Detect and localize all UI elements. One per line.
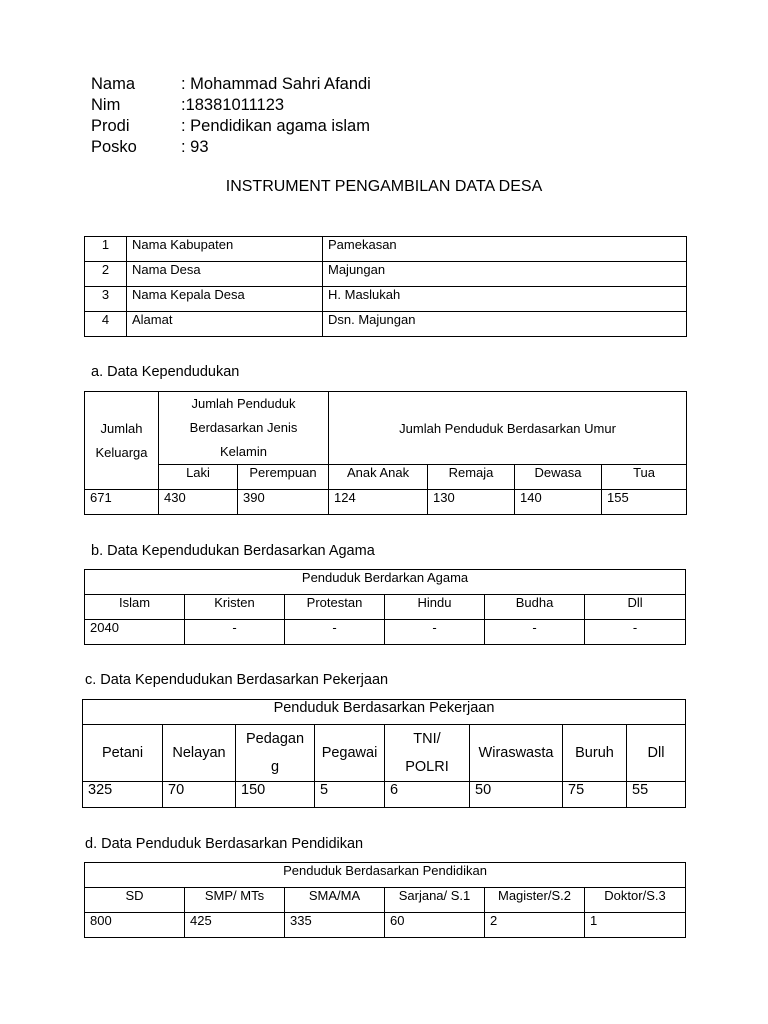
header-tua: Tua: [602, 465, 687, 490]
header-wiraswasta: Wiraswasta: [470, 725, 563, 782]
label-prodi: Prodi: [91, 117, 130, 135]
table-row: [85, 237, 687, 262]
header-remaja: Remaja: [428, 465, 515, 490]
kk-header-line: Jumlah: [100, 420, 143, 436]
gender-header-line: Berdasarkan Jenis: [189, 420, 298, 435]
table-row: [85, 913, 686, 938]
field-value: Dsn. Majungan: [323, 312, 687, 337]
label-posko: Posko: [91, 138, 137, 156]
value-pedagang: 150: [236, 782, 315, 808]
header-laki: Laki: [159, 465, 238, 490]
table-row: [85, 262, 687, 287]
header-sarjana: Sarjana/ S.1: [385, 888, 485, 913]
section-b-heading: b. Data Kependudukan Berdasarkan Agama: [91, 543, 375, 559]
gender-header-line: Jumlah Penduduk: [191, 396, 296, 411]
table-row: [85, 490, 687, 515]
table-row: [85, 620, 686, 645]
value-wiraswasta: 50: [470, 782, 563, 808]
kk-header: [85, 392, 159, 490]
header-dll: Dll: [627, 725, 686, 782]
table-header-row: [85, 595, 686, 620]
value-nelayan: 70: [163, 782, 236, 808]
row-number: 1: [85, 237, 127, 262]
value-dewasa: 140: [515, 490, 602, 515]
header-anak: Anak Anak: [329, 465, 428, 490]
table-caption-row: [85, 863, 686, 888]
header-islam: Islam: [85, 595, 185, 620]
section-a-heading: a. Data Kependudukan: [91, 364, 240, 380]
identity-block: [91, 74, 491, 158]
header-buruh: Buruh: [563, 725, 627, 782]
value-prodi: : Pendidikan agama islam: [181, 117, 370, 135]
table-subheader-row: [85, 465, 687, 490]
occupation-caption: Penduduk Berdasarkan Pekerjaan: [83, 700, 686, 725]
value-protestan: -: [285, 620, 385, 645]
education-caption: Penduduk Berdasarkan Pendidikan: [85, 863, 686, 888]
label-nama: Nama: [91, 75, 136, 93]
value-magister: 2: [485, 913, 585, 938]
kk-header-line: Keluarga: [95, 444, 148, 460]
value-anak: 124: [329, 490, 428, 515]
section-c-heading: c. Data Kependudukan Berdasarkan Pekerjaan: [85, 672, 389, 688]
document-title: INSTRUMENT PENGAMBILAN DATA DESA: [225, 178, 543, 195]
table-header-row: [83, 725, 686, 782]
value-remaja: 130: [428, 490, 515, 515]
header-pegawai: Pegawai: [315, 725, 385, 782]
religion-table: [84, 569, 686, 645]
header-smp: SMP/ MTs: [185, 888, 285, 913]
value-nama: : Mohammad Sahri Afandi: [181, 75, 371, 93]
education-table: [84, 862, 686, 938]
table-row: [83, 782, 686, 808]
header-magister: Magister/S.2: [485, 888, 585, 913]
row-number: 2: [85, 262, 127, 287]
value-kk: 671: [85, 490, 159, 515]
header-nelayan: Nelayan: [163, 725, 236, 782]
field-value: Pamekasan: [323, 237, 687, 262]
value-perempuan: 390: [238, 490, 329, 515]
value-laki: 430: [159, 490, 238, 515]
value-dll: 55: [627, 782, 686, 808]
header-budha: Budha: [485, 595, 585, 620]
header-pedagang: Pedagan g: [236, 725, 315, 782]
value-sma: 335: [285, 913, 385, 938]
value-sarjana: 60: [385, 913, 485, 938]
occupation-table: [82, 699, 686, 808]
village-info-table: [84, 236, 687, 337]
header-dll: Dll: [585, 595, 686, 620]
header-petani: Petani: [83, 725, 163, 782]
value-nim: :18381011123: [181, 96, 285, 114]
value-posko: : 93: [181, 138, 209, 156]
label-nim: Nim: [91, 96, 121, 114]
value-sd: 800: [85, 913, 185, 938]
field-value: Majungan: [323, 262, 687, 287]
header-hindu: Hindu: [385, 595, 485, 620]
value-budha: -: [485, 620, 585, 645]
table-header-row: [85, 392, 687, 465]
gender-header-line: Kelamin: [220, 444, 267, 459]
population-table: [84, 391, 687, 515]
gender-header: [159, 392, 329, 465]
value-buruh: 75: [563, 782, 627, 808]
religion-caption: Penduduk Berdarkan Agama: [85, 570, 686, 595]
value-petani: 325: [83, 782, 163, 808]
field-name: Nama Desa: [127, 262, 323, 287]
section-d-heading: d. Data Penduduk Berdasarkan Pendidikan: [85, 836, 364, 852]
table-caption-row: [83, 700, 686, 725]
table-header-row: [85, 888, 686, 913]
table-row: [85, 312, 687, 337]
table-row: [85, 287, 687, 312]
value-hindu: -: [385, 620, 485, 645]
value-doktor: 1: [585, 913, 686, 938]
header-dewasa: Dewasa: [515, 465, 602, 490]
value-pegawai: 5: [315, 782, 385, 808]
header-perempuan: Perempuan: [238, 465, 329, 490]
field-name: Nama Kabupaten: [127, 237, 323, 262]
value-tni-polri: 6: [385, 782, 470, 808]
header-protestan: Protestan: [285, 595, 385, 620]
table-caption-row: [85, 570, 686, 595]
value-islam: 2040: [85, 620, 185, 645]
row-number: 4: [85, 312, 127, 337]
value-tua: 155: [602, 490, 687, 515]
value-smp: 425: [185, 913, 285, 938]
header-doktor: Doktor/S.3: [585, 888, 686, 913]
field-name: Nama Kepala Desa: [127, 287, 323, 312]
field-name: Alamat: [127, 312, 323, 337]
header-kristen: Kristen: [185, 595, 285, 620]
header-sd: SD: [85, 888, 185, 913]
row-number: 3: [85, 287, 127, 312]
header-tni-polri: TNI/ POLRI: [385, 725, 470, 782]
value-dll: -: [585, 620, 686, 645]
value-kristen: -: [185, 620, 285, 645]
field-value: H. Maslukah: [323, 287, 687, 312]
header-sma: SMA/MA: [285, 888, 385, 913]
age-header: Jumlah Penduduk Berdasarkan Umur: [329, 392, 687, 465]
